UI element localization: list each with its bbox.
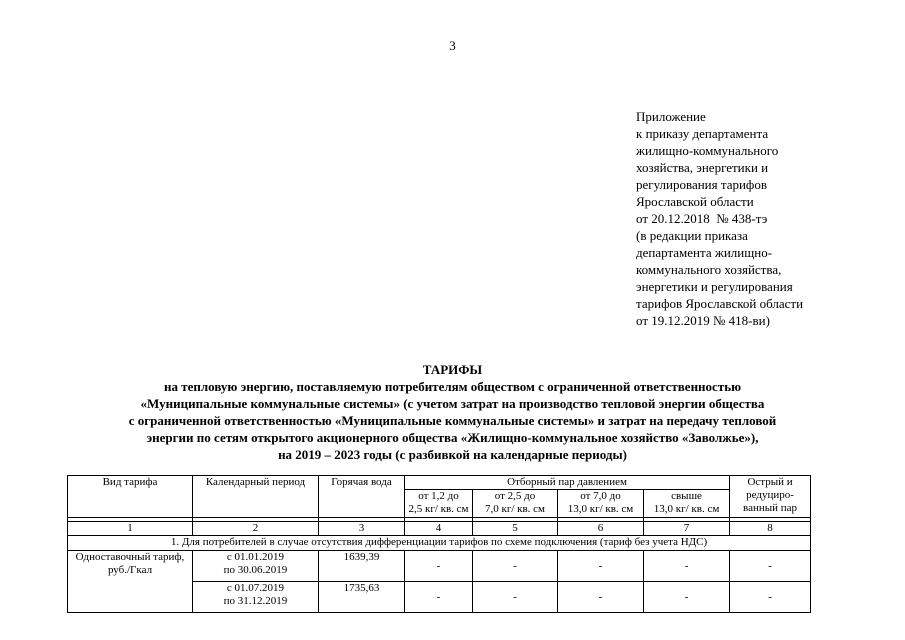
steam-2-value: -	[473, 582, 558, 613]
hot-water-value: 1639,39	[319, 551, 405, 582]
header-steam-2-line: от 2,5 до	[494, 490, 536, 502]
appendix-line: департамента жилищно-	[636, 245, 773, 260]
heading-line: энергии по сетям открытого акционерного общества «Жилищно-коммунальное хозяйство «Заволжье»),	[146, 430, 759, 445]
period-cell	[193, 582, 319, 613]
appendix-line: хозяйства, энергетики и	[636, 160, 769, 175]
appendix-line: (в редакции приказа	[636, 228, 748, 243]
header-steam-2-line: 7,0 кг/ кв. см	[484, 503, 546, 515]
hot-water-value: 1735,63	[319, 582, 405, 613]
appendix-line: коммунального хозяйства,	[636, 262, 782, 277]
header-steam-4-line: 13,0 кг/ кв. см	[653, 503, 720, 515]
steam-1-value: -	[405, 582, 473, 613]
period-to: по 30.06.2019	[223, 564, 288, 576]
header-hot-water: Горячая вода	[319, 476, 405, 518]
steam-3-value: -	[558, 582, 644, 613]
period-to: по 31.12.2019	[223, 595, 288, 607]
appendix-line: тарифов Ярославской области	[636, 296, 804, 311]
column-number: 7	[644, 522, 730, 536]
sharp-steam-value: -	[730, 582, 811, 613]
table-row	[68, 551, 811, 582]
appendix-line: от 19.12.2019 № 418-ви)	[636, 313, 770, 328]
header-sharp-steam: Острый и редуциро-ванный пар	[730, 476, 811, 518]
header-steam-3-line: 13,0 кг/ кв. см	[567, 503, 634, 515]
sharp-steam-value: -	[730, 551, 811, 582]
header-steam-3-line: от 7,0 до	[580, 490, 621, 502]
period-from: с 01.01.2019	[226, 551, 285, 563]
appendix-line: к приказу департамента	[636, 126, 769, 141]
section-title: 1. Для потребителей в случае отсутствия дифференциации тарифов по схеме подключения (тариф без учета НДС)	[68, 536, 811, 551]
page-number: 3	[449, 38, 456, 53]
header-steam-1	[405, 490, 473, 518]
header-steam-4	[644, 490, 730, 518]
column-number: 1	[68, 522, 193, 536]
appendix-line: Ярославской области	[636, 194, 754, 209]
header-steam-1-line: от 1,2 до	[418, 490, 459, 502]
heading-line: «Муниципальные коммунальные системы» (с учетом затрат на производство тепловой энергии общества	[140, 396, 765, 411]
header-tariff-type: Вид тарифа	[68, 476, 193, 518]
header-steam-3	[558, 490, 644, 518]
header-steam-4-line: свыше	[671, 490, 702, 502]
appendix-line: жилищно-коммунального	[636, 143, 779, 158]
header-steam-group: Отборный пар давлением	[405, 476, 730, 490]
column-number: 3	[319, 522, 405, 536]
column-number: 4	[405, 522, 473, 536]
appendix-line: Приложение	[636, 109, 706, 124]
document-heading	[0, 361, 905, 463]
header-row	[68, 476, 811, 490]
section-row	[68, 536, 811, 551]
column-number: 2	[193, 522, 319, 536]
steam-3-value: -	[558, 551, 644, 582]
column-number: 5	[473, 522, 558, 536]
appendix-block	[636, 108, 896, 329]
period-from: с 01.07.2019	[226, 582, 285, 594]
tariffs-table	[67, 475, 811, 613]
steam-1-value: -	[405, 551, 473, 582]
header-steam-1-line: 2,5 кг/ кв. см	[408, 503, 469, 515]
appendix-line: энергетики и регулирования	[636, 279, 793, 294]
period-cell	[193, 551, 319, 582]
appendix-line: регулирования тарифов	[636, 177, 767, 192]
column-number: 8	[730, 522, 811, 536]
heading-line: на тепловую энергию, поставляемую потребителям обществом с ограниченной ответственностью	[163, 379, 742, 394]
tariff-name: Одноставочный тариф, руб./Гкал	[68, 551, 193, 613]
steam-4-value: -	[644, 582, 730, 613]
document-title: ТАРИФЫ	[422, 362, 483, 377]
steam-4-value: -	[644, 551, 730, 582]
header-steam-2	[473, 490, 558, 518]
steam-2-value: -	[473, 551, 558, 582]
column-number-row	[68, 522, 811, 536]
heading-line: на 2019 – 2023 годы (с разбивкой на календарные периоды)	[278, 447, 627, 462]
header-period: Календарный период	[193, 476, 319, 518]
appendix-line: от 20.12.2018 № 438-тэ	[636, 211, 768, 226]
column-number: 6	[558, 522, 644, 536]
heading-line: с ограниченной ответственностью «Муниципальные коммунальные системы» и затрат на передачу тепловой	[128, 413, 777, 428]
